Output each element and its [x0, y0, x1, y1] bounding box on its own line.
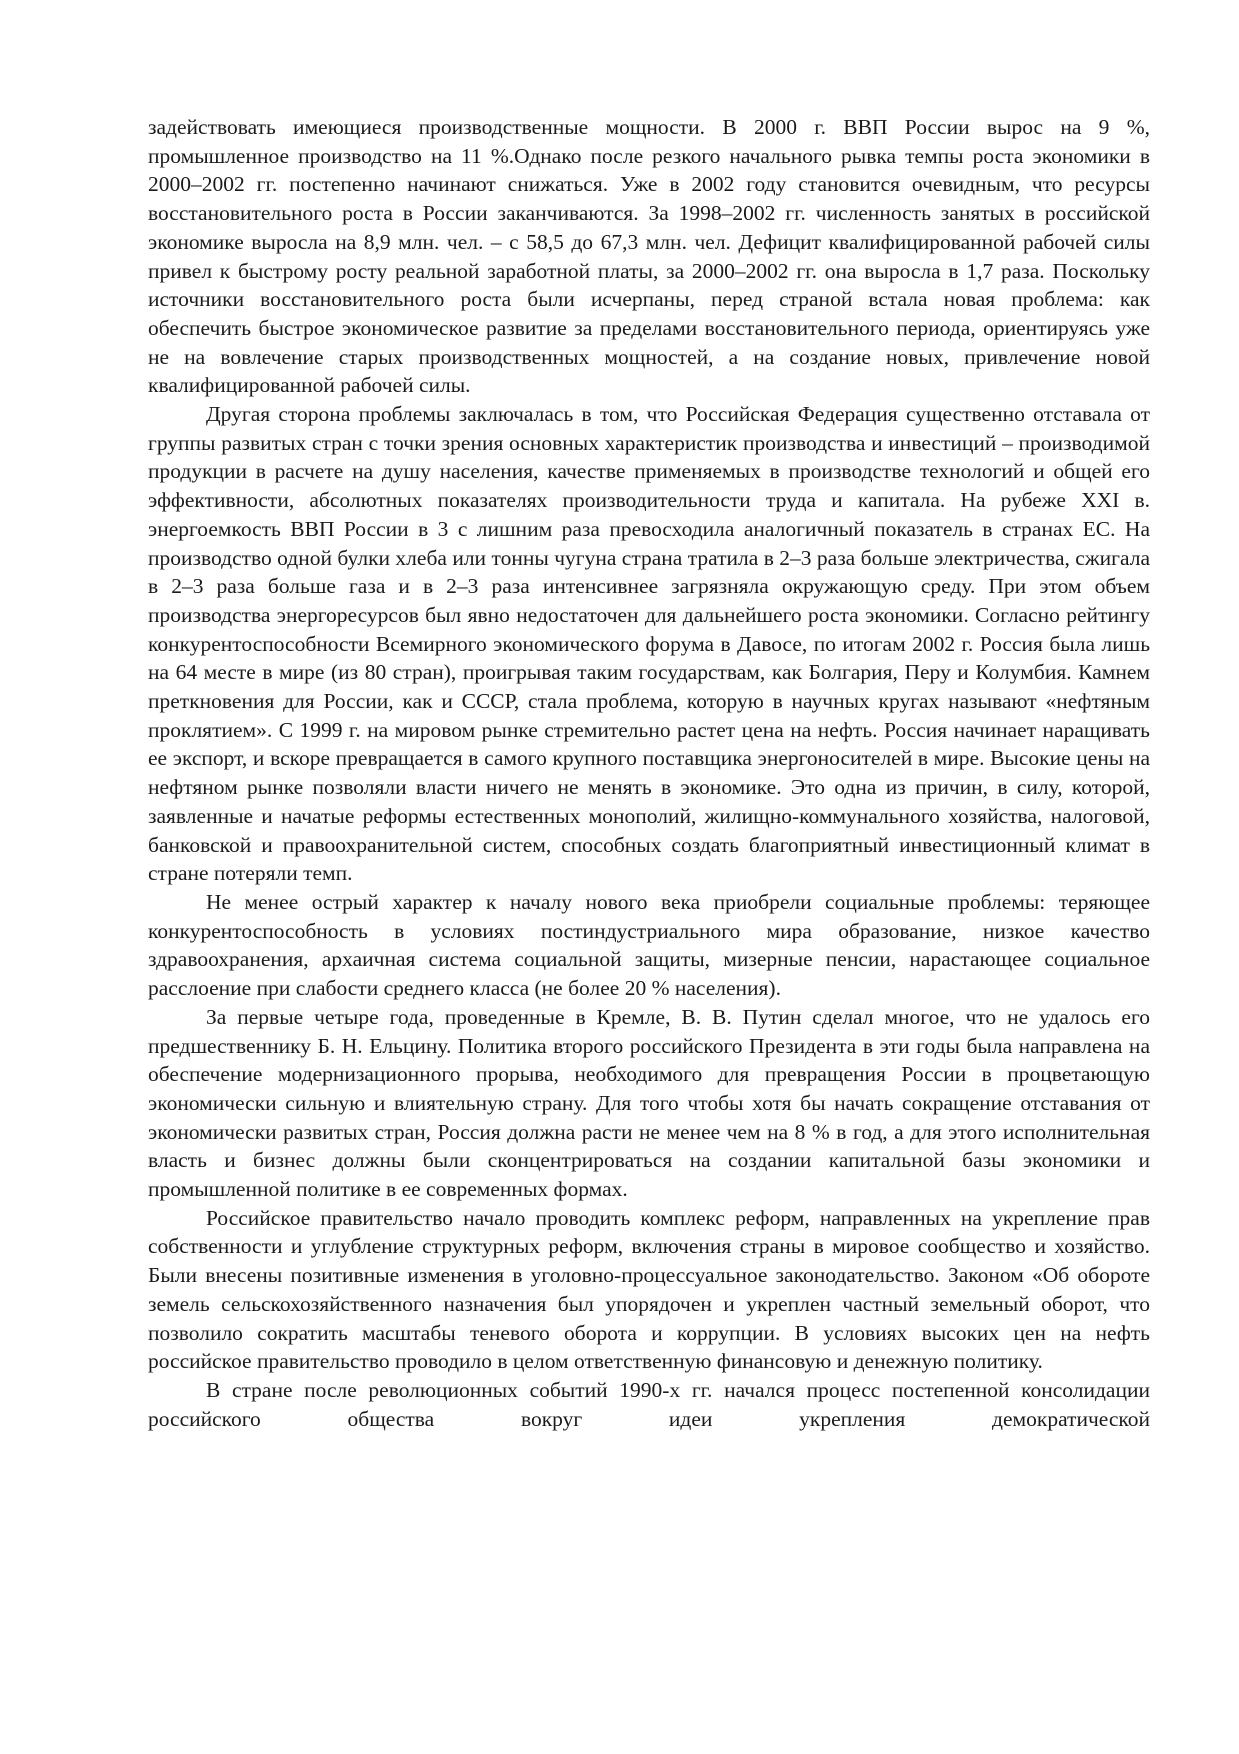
- paragraph-5: Российское правительство начало проводить комплекс реформ, направленных на укрепление прав собственности и углубление структурных реформ, включения страны в мировое сообщество и хозяйство. Были внесены позитивные изменения в уголовно-процессуальное законодательство. Законом «Об обороте земель сельскохозяйственного назначения был упорядочен и укреплен частный земельный оборот, что позволило сократить масштабы теневого оборота и коррупции. В условиях высоких цен на нефть российское правительство проводило в целом ответственную финансовую и денежную политику.: [148, 1205, 1150, 1374]
- paragraph-2: Другая сторона проблемы заключалась в том, что Российская Федерация существенно отставала от группы развитых стран с точки зрения основных характеристик производства и инвестиций – производимой продукции в расчете на душу населения, качестве применяемых в производстве технологий и общей его эффективности, абсолютных показателях производительности труда и капитала. На рубеже XXI в. энергоемкость ВВП России в 3 с лишним раза превосходила аналогичный показатель в странах ЕС. На производство одной булки хлеба или тонны чугуна страна тратила в 2–3 раза больше электричества, сжигала в 2–3 раза больше газа и в 2–3 раза интенсивнее загрязняла окружающую среду. При этом объем производства энергоресурсов был явно недостаточен для дальнейшего роста экономики. Согласно рейтингу конкурентоспособности Всемирного экономического форума в Давосе, по итогам 2002 г. Россия была лишь на 64 месте в мире (из 80 стран), проигрывая таким государствам, как Болгария, Перу и Колумбия. Камнем преткновения для России, как и СССР, стала проблема, которую в научных кругах называют «нефтяным проклятием». С 1999 г. на мировом рынке стремительно растет цена на нефть. Россия начинает наращивать ее экспорт, и вскоре превращается в самого крупного поставщика энергоносителей в мире. Высокие цены на нефтяном рынке позволяли власти ничего не менять в экономике. Это одна из причин, в силу, которой, заявленные и начатые реформы естественных монополий, жилищно-коммунального хозяйства, налоговой, банковской и правоохранительной систем, способных создать благоприятный инвестиционный климат в стране потеряли темп.: [148, 402, 1150, 886]
- paragraph-6: В стране после революционных событий 1990-х гг. начался процесс постепенной консолидации российского общества вокруг идеи укрепления демократической: [148, 1377, 1150, 1431]
- paragraph-1: задействовать имеющиеся производственные мощности. В 2000 г. ВВП России вырос на 9 %, промышленное производство на 11 %.Однако после резкого начального рывка темпы роста экономики в 2000–2002 гг. постепенно начинают снижаться. Уже в 2002 году становится очевидным, что ресурсы восстановительного роста в России заканчиваются. За 1998–2002 гг. численность занятых в российской экономике выросла на 8,9 млн. чел. – с 58,5 до 67,3 млн. чел. Дефицит квалифицированной рабочей силы привел к быстрому росту реальной заработной платы, за 2000–2002 гг. она выросла в 1,7 раза. Поскольку источники восстановительного роста были исчерпаны, перед страной встала новая проблема: как обеспечить быстрое экономическое развитие за пределами восстановительного периода, ориентируясь уже не на вовлечение старых производственных мощностей, а на создание новых, привлечение новой квалифицированной рабочей силы.: [148, 115, 1150, 398]
- document-body: [148, 113, 1150, 1433]
- paragraph-3: Не менее острый характер к началу нового века приобрели социальные проблемы: теряющее конкурентоспособность в условиях постиндустриального мира образование, низкое качество здравоохранения, архаичная система социальной защиты, мизерные пенсии, нарастающее социальное расслоение при слабости среднего класса (не более 20 % населения).: [148, 889, 1150, 1001]
- paragraph-4: За первые четыре года, проведенные в Кремле, В. В. Путин сделал многое, что не удалось его предшественнику Б. Н. Ельцину. Политика второго российского Президента в эти годы была направлена на обеспечение модернизационного прорыва, необходимого для превращения России в процветающую экономически сильную и влиятельную страну. Для того чтобы хотя бы начать сокращение отставания от экономически развитых стран, Россия должна расти не менее чем на 8 % в год, а для этого исполнительная власть и бизнес должны были сконцентрироваться на создании капитальной базы экономики и промышленной политике в ее современных формах.: [148, 1004, 1150, 1202]
